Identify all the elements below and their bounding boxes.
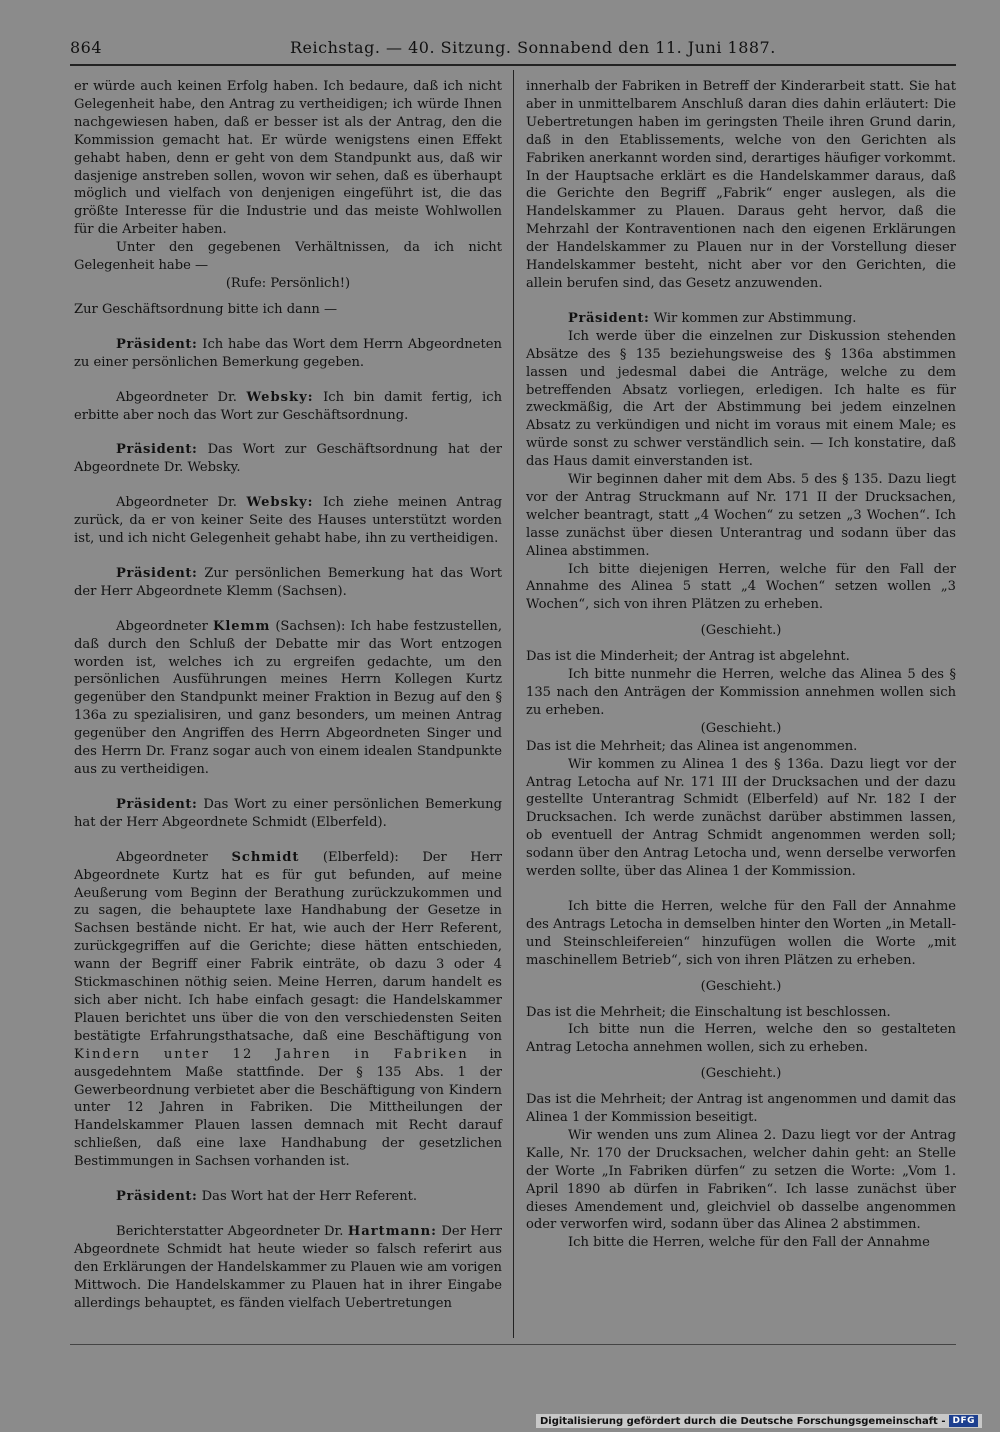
speaker-name: Klemm [212, 618, 271, 634]
paragraph: Ich bitte diejenigen Herren, welche für den Fall der Annahme des Alinea 5 statt „4 Wochen“ setzen wollen „3 Wochen“, sich von ihren Plätzen zu erheben. [526, 561, 956, 613]
speaker-name: Schmidt [231, 849, 300, 865]
paragraph: Ich bitte die Herren, welche für den Fall der Annahme des Antrags Letocha in demselben hinter den Worten „in Metall- und Steinschleifereien“ hinzufügen wollen die Worte „mit maschinellem Betrieb“, sich von ihren Plätzen zu erheben. [526, 898, 956, 968]
page-number: 864 [70, 38, 103, 57]
speech-paragraph [74, 565, 502, 601]
speaker-name: Websky: [246, 389, 314, 405]
interjection: (Rufe: Persönlich!) [225, 275, 351, 291]
speech-text: Das Wort hat der Herr Referent. [201, 1189, 418, 1205]
speech-text: Das Wort zu einer persönlichen Bemerkung hat der Herr Abgeordnete Schmidt (Elberfeld). [74, 796, 502, 830]
speaker-label: Präsident: [568, 310, 650, 326]
right-column [526, 78, 956, 1252]
speech-text: in ausgedehntem Maße stattfinde. Der § 135 Abs. 1 der Gewerbeordnung verbietet aber die Beschäftigung von Kindern unter 12 Jahren in Fabriken. Die Mittheilungen der Handelskammer Plauen lassen demnach mit Recht darauf schließen, daß eine laxe Handhabung der gesetzlichen Bestimmungen in Sachsen vorhanden ist. [74, 1046, 502, 1170]
paragraph: Wir kommen zu Alinea 1 des § 136a. Dazu liegt vor der Antrag Letocha auf Nr. 171 III der Drucksachen und der dazu gestellte Unterantrag Schmidt (Elberfeld) auf Nr. 182 I der Drucksachen. Ich werde zunächst darüber abstimmen lassen, ob eventuell der Antrag Schmidt angenommen werden soll; sodann über den Antrag Letocha und, wenn derselbe verworfen werden sollte, über das Alinea 1 der Kommission. [526, 756, 956, 880]
speaker-prefix: Abgeordneter [116, 849, 208, 865]
speech-paragraph [74, 389, 502, 425]
credit-text: Digitalisierung gefördert durch die Deutsche Forschungsgemeinschaft - [539, 1415, 946, 1427]
interjection: (Geschieht.) [700, 623, 782, 639]
speaker-prefix: Abgeordneter Dr. [116, 495, 237, 511]
paragraph: Unter den gegebenen Verhältnissen, da ich nicht Gelegenheit habe — [74, 240, 502, 274]
column-divider [513, 70, 514, 1338]
speech-paragraph [74, 1223, 502, 1313]
speaker-name: Websky: [246, 495, 314, 511]
speaker-prefix: Abgeordneter [116, 618, 208, 634]
speech-paragraph [74, 849, 502, 1171]
speaker-label: Präsident: [116, 442, 198, 458]
speaker-label: Präsident: [116, 796, 198, 812]
speaker-label: Präsident: [116, 565, 198, 581]
spaced-emphasis: Kindern unter 12 Jahren in Fabriken [74, 1046, 469, 1062]
interjection: (Geschieht.) [700, 720, 782, 736]
interjection: (Geschieht.) [700, 1066, 782, 1082]
speaker-prefix: Berichterstatter Abgeordneter Dr. [116, 1223, 344, 1239]
speech-text: Ich bin damit fertig, ich erbitte aber noch das Wort zur Geschäftsordnung. [74, 389, 503, 423]
speech-paragraph [74, 336, 502, 372]
paragraph: Das ist die Mehrheit; die Einschaltung ist beschlossen. [526, 1004, 891, 1020]
speech-text: (Sachsen): Ich habe festzustellen, daß durch den Schluß der Debatte mir das Wort entzogen worden ist, welches ich zu ergreifen gedachte, um den persönlichen Ausführungen meines Herrn Kollegen Kurtz gegenüber den Standpunkt meiner Fraktion in Bezug auf den § 136a zu spezialisiren, und ganz besonders, um meinen Antrag gegenüber den Angriffen des Herrn Abgeordneten Singer und des Herrn Dr. Franz sogar auch von einem idealen Standpunkte aus zu vertheidigen. [74, 618, 502, 777]
bottom-rule [70, 1344, 956, 1345]
digitization-credit [536, 1414, 982, 1428]
paragraph: Ich werde über die einzelnen zur Diskussion stehenden Absätze des § 135 beziehungsweise des § 136a abstimmen lassen und jedesmal dabei die Anträge, welche zu dem betreffenden Absatz vorliegen, erledigen. Ich halte es für zweckmäßig, die Art der Abstimmung bei jedem einzelnen Absatz zu verkündigen und nicht im voraus mit einem Male; es würde sonst zu schwer verständlich sein. — Ich konstatire, daß das Haus damit einverstanden ist. [526, 328, 956, 470]
speech-paragraph [74, 441, 502, 477]
speech-text: Der Herr Abgeordnete Schmidt hat heute wieder so falsch referirt aus den Erklärungen der Handelskammer zu Plauen wie am vorigen Mittwoch. Die Handelskammer zu Plauen hat in ihrer Eingabe allerdings behauptet, es fänden vielfach Uebertretungen [74, 1223, 502, 1311]
speech-paragraph [74, 618, 502, 779]
header-rule [70, 64, 956, 66]
speaker-name: Hartmann: [347, 1223, 437, 1239]
paragraph: Wir wenden uns zum Alinea 2. Dazu liegt vor der Antrag Kalle, Nr. 170 der Drucksachen, welcher dahin geht: an Stelle der Worte „In Fabriken dürfen“ zu setzen die Worte: „Vom 1. April 1890 ab dürfen in Fabriken“. Ich lasse zunächst über dieses Amendement und, gleichviel ob dasselbe angenommen oder verworfen wird, sodann über das Alinea 2 abstimmen. [526, 1127, 956, 1233]
paragraph: Ich bitte die Herren, welche für den Fall der Annahme [568, 1235, 930, 1251]
speech-text: Ich ziehe meinen Antrag zurück, da er von keiner Seite des Hauses unterstützt worden ist, und ich nicht Gelegenheit gehabt habe, ihn zu vertheidigen. [74, 495, 503, 547]
paragraph: er würde auch keinen Erfolg haben. Ich bedaure, daß ich nicht Gelegenheit habe, den Antrag zu vertheidigen; ich würde Ihnen nachgewiesen haben, daß er besser ist als der Antrag, den die Kommission gemacht hat. Er würde wenigstens einen Effekt gehabt haben, denn er geht von dem Standpunkt aus, daß wir dasjenige anstreben sollen, wovon wir sehen, daß es überhaupt möglich und vielfach von denjenigen eingeführt ist, die das größte Interesse für die Industrie und das meiste Wohlwollen für die Arbeiter haben. [74, 79, 502, 238]
left-column [74, 78, 502, 1312]
speech-paragraph [74, 796, 502, 832]
page-header [70, 38, 955, 64]
speaker-label: Präsident: [116, 336, 198, 352]
paragraph: Das ist die Minderheit; der Antrag ist abgelehnt. [526, 649, 850, 665]
speech-text: (Elberfeld): Der Herr Abgeordnete Kurtz hat es für gut befunden, auf meine Aeußerung vom Beginn der Berathung zurückzukommen und zu sagen, die behauptete laxe Handhabung der Gesetze in Sachsen bestände nicht. Er hat, wie auch der Herr Referent, zurückgegriffen auf die Gerichte; diese hätten entschieden, wann der Begriff einer Fabrik einträte, ob dazu 3 oder 4 Stickmaschinen nöthig seien. Meine Herren, darum handelt es sich aber nicht. Ich habe einfach gesagt: die Handelskammer Plauen berichtet uns über die von den verschiedensten Seiten bestätigte Erfahrungsthatsache, daß eine Beschäftigung von [74, 849, 502, 1044]
paragraph: Zur Geschäftsordnung bitte ich dann — [74, 301, 338, 317]
paragraph: Das ist die Mehrheit; der Antrag ist angenommen und damit das Alinea 1 der Kommission beseitigt. [526, 1092, 956, 1126]
dfg-logo: DFG [949, 1415, 978, 1427]
speech-text: Das Wort zur Geschäftsordnung hat der Abgeordnete Dr. Websky. [74, 442, 502, 476]
speech-paragraph [526, 310, 956, 328]
paragraph: innerhalb der Fabriken in Betreff der Kinderarbeit statt. Sie hat aber in unmittelbarem Anschluß daran dies dahin erläutert: Die Uebertretungen haben im geringsten Theile ihren Grund darin, daß in den Etablissements, welche von den Gerichten als Fabriken anerkannt worden sind, derartiges häufiger vorkommt. In der Hauptsache erklärt es die Handelskammer daraus, daß die Gerichte den Begriff „Fabrik“ enger auslegen, als die Handelskammer zu Plauen. Daraus geht hervor, daß die Mehrzahl der Kontraventionen nach den eigenen Erklärungen der Handelskammer zu Plauen nur in der Vorstellung dieser Handelskammer besteht, nicht aber vor den Gerichten, die allein berufen sind, das Gesetz anzuwenden. [526, 79, 956, 291]
paragraph: Ich bitte nun die Herren, welche den so gestalteten Antrag Letocha annehmen wollen, sich zu erheben. [526, 1022, 956, 1056]
speaker-label: Präsident: [116, 1189, 198, 1205]
page-title: Reichstag. — 40. Sitzung. Sonnabend den 11. Juni 1887. [290, 38, 776, 57]
speech-paragraph [74, 1188, 502, 1206]
paragraph: Das ist die Mehrheit; das Alinea ist angenommen. [526, 738, 858, 754]
speech-text: Ich habe das Wort dem Herrn Abgeordneten zu einer persönlichen Bemerkung gegeben. [74, 336, 502, 370]
speech-text: Wir kommen zur Abstimmung. [653, 310, 857, 326]
speech-text: Zur persönlichen Bemerkung hat das Wort der Herr Abgeordnete Klemm (Sachsen). [74, 565, 502, 599]
speech-paragraph [74, 494, 502, 548]
paragraph: Wir beginnen daher mit dem Abs. 5 des § 135. Dazu liegt vor der Antrag Struckmann auf Nr. 171 II der Drucksachen, welcher beantragt, statt „4 Wochen“ zu setzen „3 Wochen“. Ich lasse zunächst über diesen Unterantrag und sodann über das Alinea abstimmen. [526, 472, 956, 559]
interjection: (Geschieht.) [700, 978, 782, 994]
paragraph: Ich bitte nunmehr die Herren, welche das Alinea 5 des § 135 nach den Anträgen der Kommission annehmen wollen sich zu erheben. [526, 667, 956, 718]
speaker-prefix: Abgeordneter Dr. [116, 389, 237, 405]
